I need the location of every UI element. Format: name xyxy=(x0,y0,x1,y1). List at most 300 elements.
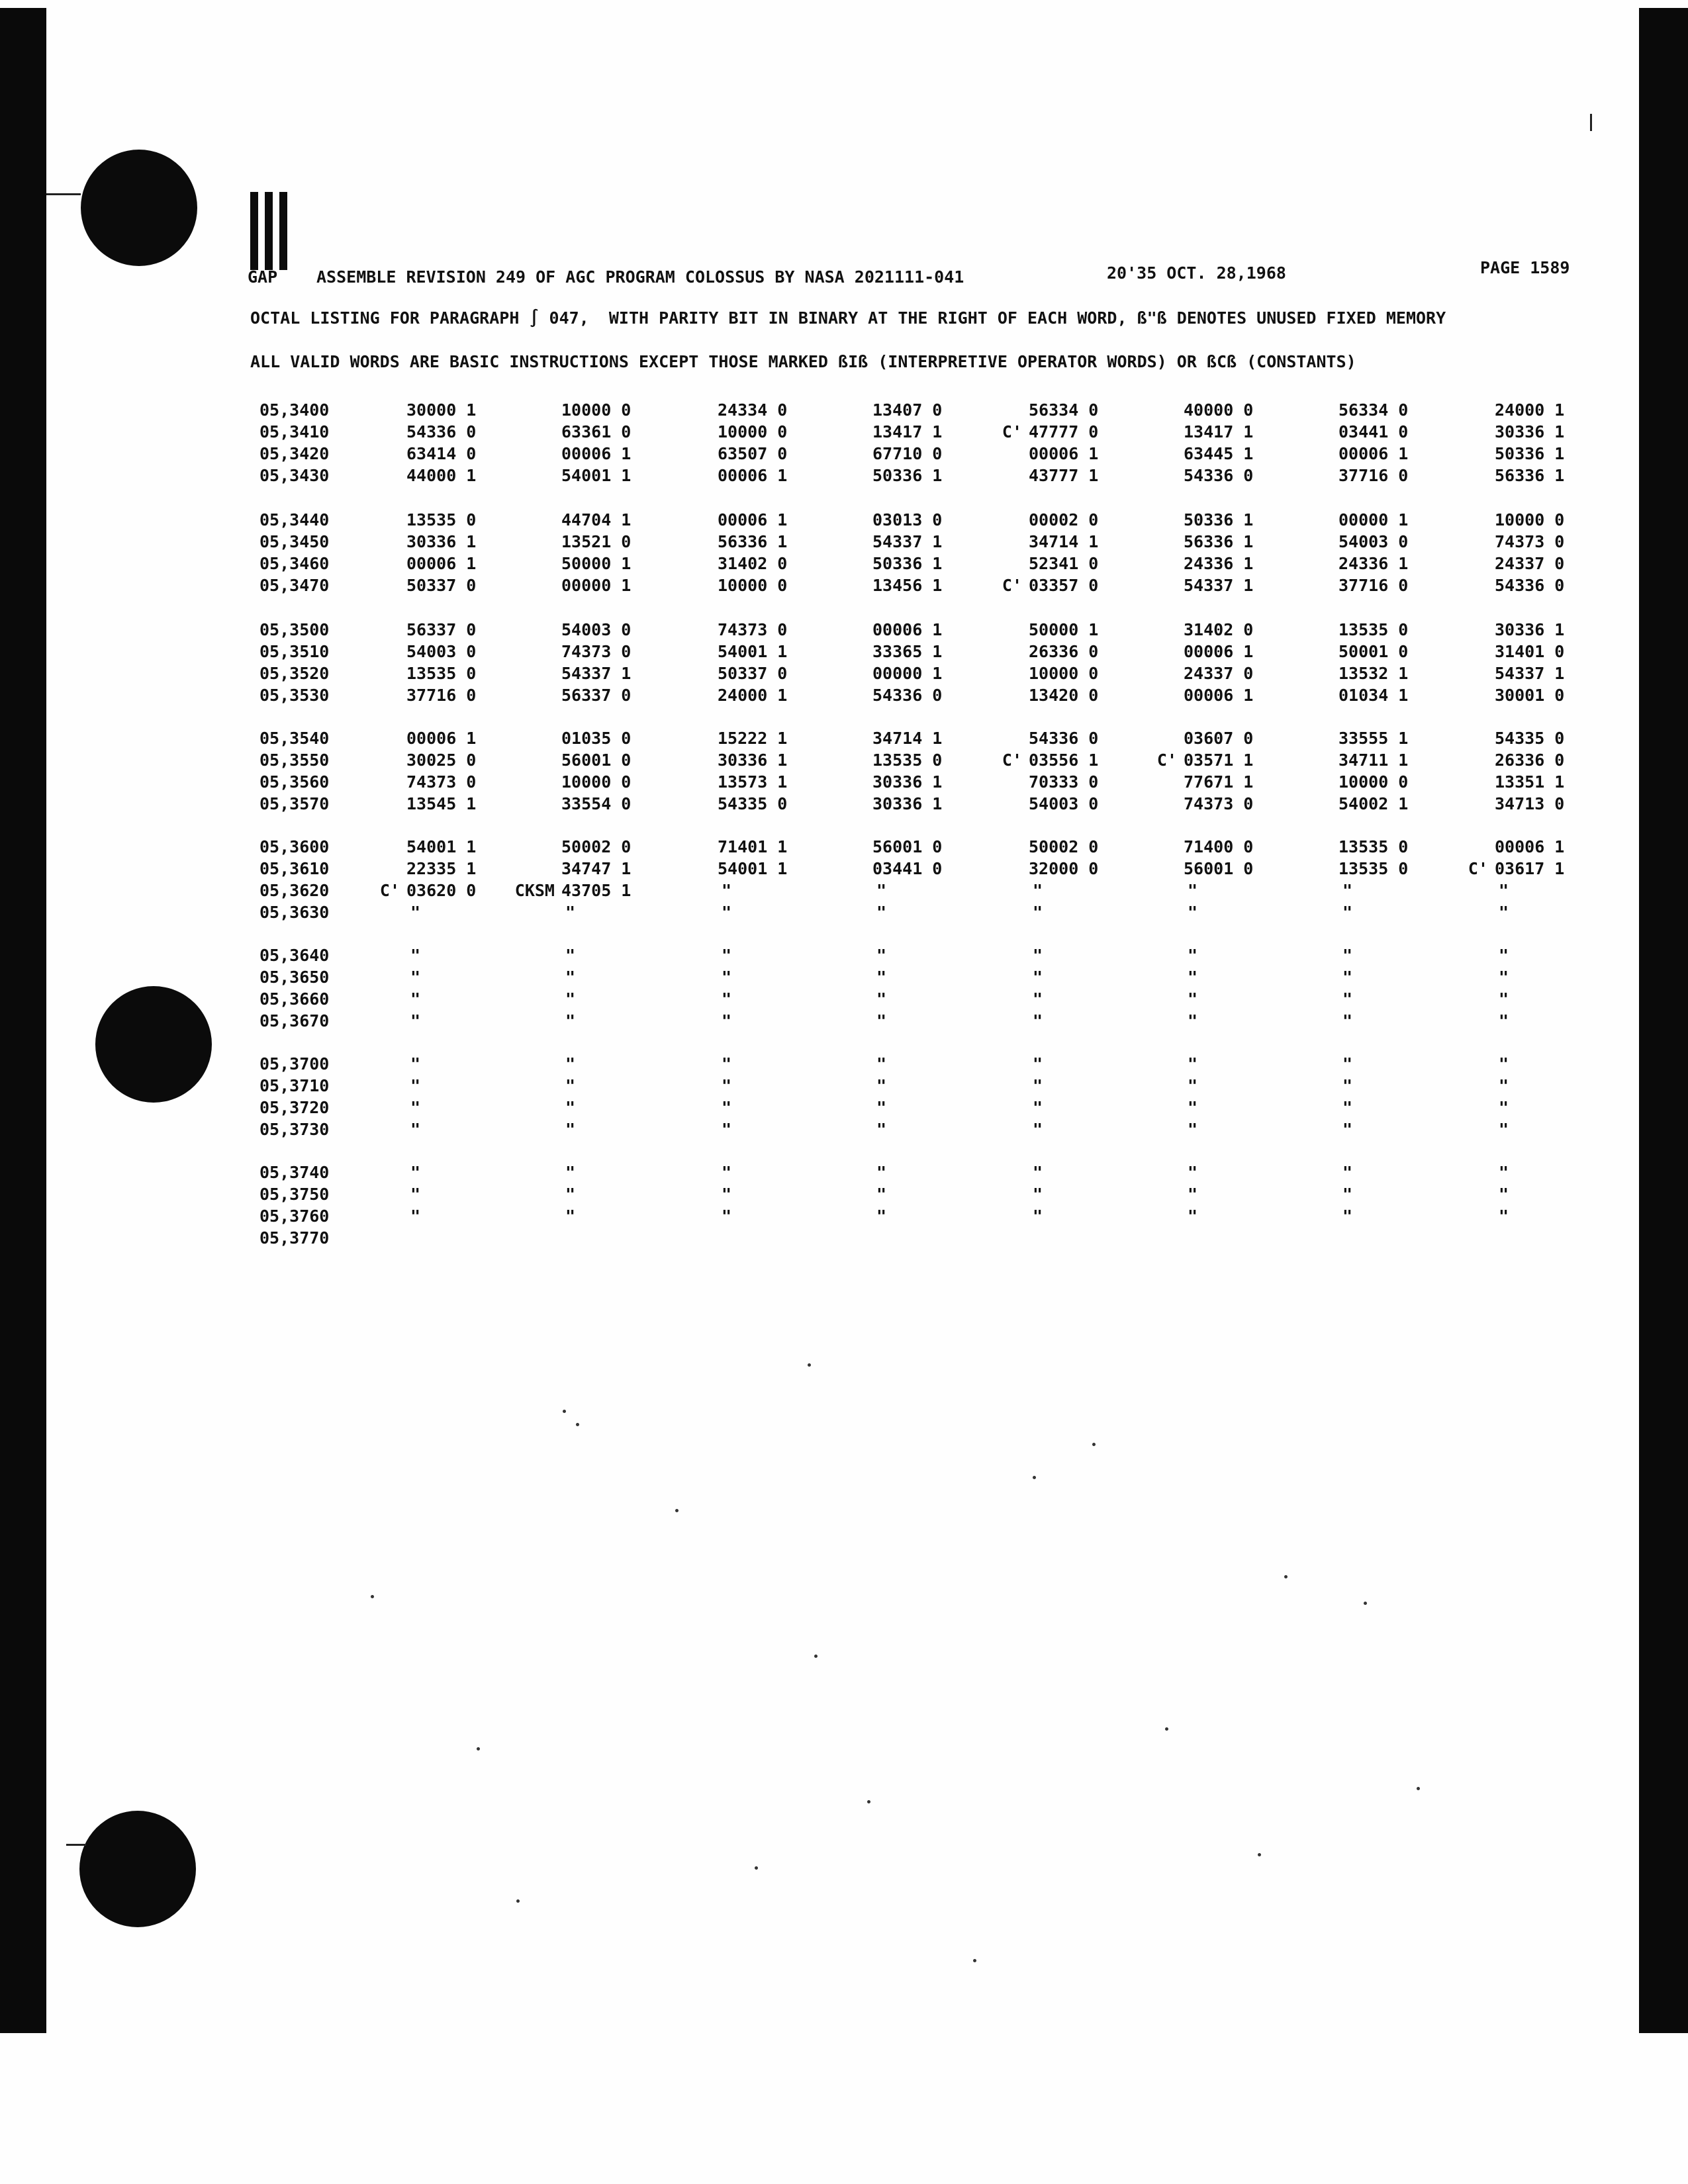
octal-word: 31401 0 xyxy=(1495,642,1565,661)
octal-word: 00002 0 xyxy=(1029,510,1099,529)
unused-word-ditto: " xyxy=(1499,1120,1509,1139)
unused-word-ditto: " xyxy=(410,1206,421,1226)
octal-word: 54337 1 xyxy=(1495,664,1565,683)
octal-word: 30336 1 xyxy=(1495,620,1565,639)
unused-word-ditto: " xyxy=(722,903,732,922)
octal-word: 74373 0 xyxy=(1184,794,1254,813)
word-marker: C' xyxy=(379,881,400,900)
octal-word: 74373 0 xyxy=(406,772,477,792)
unused-word-ditto: " xyxy=(1033,1011,1043,1030)
unused-word-ditto: " xyxy=(565,946,576,965)
unused-word-ditto: " xyxy=(1499,1076,1509,1095)
octal-word: 30025 0 xyxy=(406,751,477,770)
octal-word: 50001 0 xyxy=(1338,642,1409,661)
octal-word: 37716 0 xyxy=(406,686,477,705)
word-marker: C' xyxy=(1002,751,1022,770)
unused-word-ditto: " xyxy=(1499,881,1509,900)
unused-word-ditto: " xyxy=(1499,946,1509,965)
octal-word: 13521 0 xyxy=(561,532,632,551)
unused-word-ditto: " xyxy=(722,1098,732,1117)
octal-word: 24336 1 xyxy=(1184,554,1254,573)
octal-word: 63361 0 xyxy=(561,422,632,441)
unused-word-ditto: " xyxy=(1188,1098,1198,1117)
octal-word: 13417 1 xyxy=(1184,422,1254,441)
row-address: 05,3430 xyxy=(259,466,330,485)
unused-word-ditto: " xyxy=(876,968,887,987)
unused-word-ditto: " xyxy=(1188,1185,1198,1204)
row-address: 05,3650 xyxy=(259,968,330,987)
octal-word: 03441 0 xyxy=(1338,422,1409,441)
unused-word-ditto: " xyxy=(1342,1098,1353,1117)
unused-word-ditto: " xyxy=(1342,946,1353,965)
octal-word: 47777 0 xyxy=(1029,422,1099,441)
octal-word: 43705 1 xyxy=(561,881,632,900)
octal-word: 00006 1 xyxy=(718,510,788,529)
unused-word-ditto: " xyxy=(876,1054,887,1073)
unused-word-ditto: " xyxy=(876,989,887,1009)
unused-word-ditto: " xyxy=(1188,1120,1198,1139)
octal-word: 63445 1 xyxy=(1184,444,1254,463)
octal-word: 00006 1 xyxy=(872,620,943,639)
octal-word: 03571 1 xyxy=(1184,751,1254,770)
unused-word-ditto: " xyxy=(722,989,732,1009)
row-address: 05,3560 xyxy=(259,772,330,792)
row-address: 05,3760 xyxy=(259,1206,330,1226)
octal-word: 30000 1 xyxy=(406,400,477,420)
octal-word: 01034 1 xyxy=(1338,686,1409,705)
unused-word-ditto: " xyxy=(565,1054,576,1073)
unused-word-ditto: " xyxy=(1188,968,1198,987)
octal-word: 54337 1 xyxy=(561,664,632,683)
scan-speck xyxy=(808,1363,811,1367)
unused-word-ditto: " xyxy=(410,1163,421,1182)
octal-word: 50000 1 xyxy=(561,554,632,573)
unused-word-ditto: " xyxy=(1033,1163,1043,1182)
row-address: 05,3470 xyxy=(259,576,330,595)
octal-word: 13420 0 xyxy=(1029,686,1099,705)
word-marker: C' xyxy=(1002,422,1022,441)
octal-word: 54336 0 xyxy=(872,686,943,705)
octal-word: 54003 0 xyxy=(1338,532,1409,551)
unused-word-ditto: " xyxy=(410,1098,421,1117)
octal-word: 40000 0 xyxy=(1184,400,1254,420)
unused-word-ditto: " xyxy=(1188,1011,1198,1030)
unused-word-ditto: " xyxy=(410,903,421,922)
octal-word: 54003 0 xyxy=(406,642,477,661)
row-address: 05,3450 xyxy=(259,532,330,551)
unused-word-ditto: " xyxy=(1499,968,1509,987)
unused-word-ditto: " xyxy=(565,1185,576,1204)
octal-word: 13351 1 xyxy=(1495,772,1565,792)
octal-word: 13535 0 xyxy=(406,664,477,683)
unused-word-ditto: " xyxy=(1342,1185,1353,1204)
unused-word-ditto: " xyxy=(410,989,421,1009)
unused-word-ditto: " xyxy=(722,968,732,987)
octal-word: 30336 1 xyxy=(406,532,477,551)
unused-word-ditto: " xyxy=(1033,1185,1043,1204)
octal-word: 54336 0 xyxy=(1495,576,1565,595)
octal-word: 00006 1 xyxy=(561,444,632,463)
octal-word: 63507 0 xyxy=(718,444,788,463)
unused-word-ditto: " xyxy=(1499,1206,1509,1226)
octal-word: 50002 0 xyxy=(1029,837,1099,856)
row-address: 05,3610 xyxy=(259,859,330,878)
row-address: 05,3400 xyxy=(259,400,330,420)
scan-mark xyxy=(66,1844,86,1846)
unused-word-ditto: " xyxy=(1342,1076,1353,1095)
scan-speck xyxy=(1417,1787,1420,1790)
octal-word: 00000 1 xyxy=(561,576,632,595)
unused-word-ditto: " xyxy=(1499,989,1509,1009)
unused-word-ditto: " xyxy=(1033,903,1043,922)
octal-word: 54337 1 xyxy=(872,532,943,551)
octal-word: 10000 0 xyxy=(718,576,788,595)
unused-word-ditto: " xyxy=(722,1076,732,1095)
unused-word-ditto: " xyxy=(876,1163,887,1182)
row-address: 05,3670 xyxy=(259,1011,330,1030)
scan-speck xyxy=(516,1899,520,1903)
octal-word: 03441 0 xyxy=(872,859,943,878)
octal-word: 13532 1 xyxy=(1338,664,1409,683)
printer-alignment-bars xyxy=(250,192,294,270)
row-address: 05,3720 xyxy=(259,1098,330,1117)
row-address: 05,3570 xyxy=(259,794,330,813)
header-description: OCTAL LISTING FOR PARAGRAPH ∫ 047, WITH PARITY BIT IN BINARY AT THE RIGHT OF EACH WORD, ß"ß DENOTES UNUSED FIXED MEMORY xyxy=(250,308,1446,328)
row-address: 05,3440 xyxy=(259,510,330,529)
header-title: ASSEMBLE REVISION 249 OF AGC PROGRAM COLOSSUS BY NASA 2021111-041 xyxy=(316,267,964,287)
octal-word: 54002 1 xyxy=(1338,794,1409,813)
word-marker: CKSM xyxy=(514,881,555,900)
octal-word: 10000 0 xyxy=(561,772,632,792)
octal-word: 34713 0 xyxy=(1495,794,1565,813)
octal-word: 26336 0 xyxy=(1029,642,1099,661)
scan-speck xyxy=(973,1959,976,1962)
octal-word: 56336 1 xyxy=(718,532,788,551)
octal-word: 00006 1 xyxy=(1495,837,1565,856)
octal-word: 74373 0 xyxy=(718,620,788,639)
octal-word: 37716 0 xyxy=(1338,576,1409,595)
unused-word-ditto: " xyxy=(1033,1098,1043,1117)
octal-word: 00006 1 xyxy=(718,466,788,485)
word-marker: C' xyxy=(1468,859,1488,878)
unused-word-ditto: " xyxy=(410,968,421,987)
scan-speck xyxy=(371,1595,374,1598)
unused-word-ditto: " xyxy=(1188,989,1198,1009)
octal-word: 54001 1 xyxy=(718,642,788,661)
unused-word-ditto: " xyxy=(1499,903,1509,922)
unused-word-ditto: " xyxy=(1188,1076,1198,1095)
octal-word: 13573 1 xyxy=(718,772,788,792)
scan-speck xyxy=(1284,1575,1288,1578)
octal-word: 44000 1 xyxy=(406,466,477,485)
octal-word: 00006 1 xyxy=(1184,686,1254,705)
octal-word: 34711 1 xyxy=(1338,751,1409,770)
octal-word: 54336 0 xyxy=(1029,729,1099,748)
octal-word: 03607 0 xyxy=(1184,729,1254,748)
octal-word: 32000 0 xyxy=(1029,859,1099,878)
unused-word-ditto: " xyxy=(722,1011,732,1030)
row-address: 05,3410 xyxy=(259,422,330,441)
unused-word-ditto: " xyxy=(1499,1098,1509,1117)
scan-speck xyxy=(675,1509,679,1512)
octal-word: 13545 1 xyxy=(406,794,477,813)
octal-word: 24000 1 xyxy=(1495,400,1565,420)
octal-word: 71401 1 xyxy=(718,837,788,856)
octal-word: 44704 1 xyxy=(561,510,632,529)
unused-word-ditto: " xyxy=(1033,1206,1043,1226)
octal-word: 74373 0 xyxy=(561,642,632,661)
unused-word-ditto: " xyxy=(410,1120,421,1139)
octal-word: 56336 1 xyxy=(1495,466,1565,485)
octal-word: 54003 0 xyxy=(1029,794,1099,813)
octal-word: 54336 0 xyxy=(1184,466,1254,485)
octal-word: 10000 0 xyxy=(1029,664,1099,683)
unused-word-ditto: " xyxy=(565,989,576,1009)
octal-word: 03620 0 xyxy=(406,881,477,900)
word-marker: C' xyxy=(1156,751,1177,770)
octal-word: 63414 0 xyxy=(406,444,477,463)
row-address: 05,3520 xyxy=(259,664,330,683)
octal-word: 13417 1 xyxy=(872,422,943,441)
header-page-number: PAGE 1589 xyxy=(1480,258,1570,277)
octal-word: 56334 0 xyxy=(1338,400,1409,420)
octal-word: 30001 0 xyxy=(1495,686,1565,705)
octal-word: 30336 1 xyxy=(718,751,788,770)
unused-word-ditto: " xyxy=(1342,881,1353,900)
octal-word: 00006 1 xyxy=(1338,444,1409,463)
octal-word: 67710 0 xyxy=(872,444,943,463)
unused-word-ditto: " xyxy=(1033,1076,1043,1095)
row-address: 05,3630 xyxy=(259,903,330,922)
octal-word: 00000 1 xyxy=(1338,510,1409,529)
scan-speck xyxy=(477,1747,480,1751)
unused-word-ditto: " xyxy=(722,1163,732,1182)
octal-word: 13535 0 xyxy=(406,510,477,529)
octal-word: 13456 1 xyxy=(872,576,943,595)
octal-word: 34714 1 xyxy=(1029,532,1099,551)
unused-word-ditto: " xyxy=(722,946,732,965)
octal-word: 37716 0 xyxy=(1338,466,1409,485)
octal-word: 50337 0 xyxy=(718,664,788,683)
unused-word-ditto: " xyxy=(1188,1206,1198,1226)
octal-word: 50336 1 xyxy=(1495,444,1565,463)
scan-speck xyxy=(1092,1443,1096,1446)
octal-word: 56334 0 xyxy=(1029,400,1099,420)
scan-speck xyxy=(1165,1727,1168,1731)
scan-mark xyxy=(46,193,81,195)
octal-word: 54003 0 xyxy=(561,620,632,639)
unused-word-ditto: " xyxy=(722,1054,732,1073)
unused-word-ditto: " xyxy=(1499,1163,1509,1182)
unused-word-ditto: " xyxy=(1033,881,1043,900)
unused-word-ditto: " xyxy=(410,1185,421,1204)
row-address: 05,3550 xyxy=(259,751,330,770)
octal-word: 10000 0 xyxy=(561,400,632,420)
scan-speck xyxy=(867,1800,870,1803)
header-prefix: GAP xyxy=(248,267,278,287)
unused-word-ditto: " xyxy=(1499,1054,1509,1073)
octal-word: 34747 1 xyxy=(561,859,632,878)
octal-word: 03556 1 xyxy=(1029,751,1099,770)
octal-word: 74373 0 xyxy=(1495,532,1565,551)
unused-word-ditto: " xyxy=(565,1163,576,1182)
octal-word: 00000 1 xyxy=(872,664,943,683)
unused-word-ditto: " xyxy=(1499,1185,1509,1204)
row-address: 05,3640 xyxy=(259,946,330,965)
scan-speck xyxy=(1258,1853,1261,1856)
unused-word-ditto: " xyxy=(1188,881,1198,900)
unused-word-ditto: " xyxy=(876,1120,887,1139)
unused-word-ditto: " xyxy=(565,968,576,987)
octal-word: 13535 0 xyxy=(872,751,943,770)
unused-word-ditto: " xyxy=(1342,1011,1353,1030)
unused-word-ditto: " xyxy=(565,1011,576,1030)
punch-hole xyxy=(95,986,212,1103)
octal-word: 54001 1 xyxy=(561,466,632,485)
unused-word-ditto: " xyxy=(876,1076,887,1095)
row-address: 05,3770 xyxy=(259,1228,330,1248)
octal-word: 50336 1 xyxy=(872,466,943,485)
octal-word: 24336 1 xyxy=(1338,554,1409,573)
octal-word: 31402 0 xyxy=(718,554,788,573)
octal-word: 70333 0 xyxy=(1029,772,1099,792)
octal-word: 00006 1 xyxy=(1029,444,1099,463)
octal-word: 15222 1 xyxy=(718,729,788,748)
octal-word: 13535 0 xyxy=(1338,620,1409,639)
octal-word: 03013 0 xyxy=(872,510,943,529)
octal-word: 01035 0 xyxy=(561,729,632,748)
octal-word: 54001 1 xyxy=(406,837,477,856)
octal-word: 50336 1 xyxy=(1184,510,1254,529)
unused-word-ditto: " xyxy=(876,903,887,922)
octal-word: 34714 1 xyxy=(872,729,943,748)
unused-word-ditto: " xyxy=(410,946,421,965)
octal-word: 10000 0 xyxy=(1495,510,1565,529)
unused-word-ditto: " xyxy=(1033,1054,1043,1073)
octal-word: 03617 1 xyxy=(1495,859,1565,878)
octal-word: 56001 0 xyxy=(561,751,632,770)
octal-word: 54335 0 xyxy=(718,794,788,813)
unused-word-ditto: " xyxy=(565,1076,576,1095)
unused-word-ditto: " xyxy=(722,881,732,900)
unused-word-ditto: " xyxy=(410,1054,421,1073)
unused-word-ditto: " xyxy=(1342,989,1353,1009)
unused-word-ditto: " xyxy=(1342,1163,1353,1182)
scan-speck xyxy=(563,1410,566,1413)
octal-word: 22335 1 xyxy=(406,859,477,878)
octal-word: 24337 0 xyxy=(1495,554,1565,573)
unused-word-ditto: " xyxy=(876,1098,887,1117)
octal-word: 54336 0 xyxy=(406,422,477,441)
word-marker: C' xyxy=(1002,576,1022,595)
unused-word-ditto: " xyxy=(1188,946,1198,965)
octal-word: 50002 0 xyxy=(561,837,632,856)
scan-speck xyxy=(814,1655,818,1658)
unused-word-ditto: " xyxy=(1342,1206,1353,1226)
scan-speck xyxy=(576,1423,579,1426)
octal-word: 13535 0 xyxy=(1338,859,1409,878)
row-address: 05,3500 xyxy=(259,620,330,639)
octal-word: 30336 1 xyxy=(872,772,943,792)
unused-word-ditto: " xyxy=(1499,1011,1509,1030)
row-address: 05,3700 xyxy=(259,1054,330,1073)
octal-word: 56337 0 xyxy=(561,686,632,705)
octal-word: 24337 0 xyxy=(1184,664,1254,683)
octal-word: 77671 1 xyxy=(1184,772,1254,792)
octal-word: 56001 0 xyxy=(872,837,943,856)
octal-word: 30336 1 xyxy=(872,794,943,813)
octal-word: 50336 1 xyxy=(872,554,943,573)
punch-hole xyxy=(81,150,197,266)
row-address: 05,3710 xyxy=(259,1076,330,1095)
scan-speck xyxy=(1033,1476,1036,1479)
octal-word: 50337 0 xyxy=(406,576,477,595)
octal-word: 00006 1 xyxy=(406,729,477,748)
octal-word: 24000 1 xyxy=(718,686,788,705)
row-address: 05,3420 xyxy=(259,444,330,463)
unused-word-ditto: " xyxy=(1033,1120,1043,1139)
octal-word: 54337 1 xyxy=(1184,576,1254,595)
octal-word: 56336 1 xyxy=(1184,532,1254,551)
octal-word: 52341 0 xyxy=(1029,554,1099,573)
unused-word-ditto: " xyxy=(1342,1054,1353,1073)
unused-word-ditto: " xyxy=(565,903,576,922)
unused-word-ditto: " xyxy=(1033,968,1043,987)
unused-word-ditto: " xyxy=(1033,989,1043,1009)
row-address: 05,3730 xyxy=(259,1120,330,1139)
unused-word-ditto: " xyxy=(876,1011,887,1030)
unused-word-ditto: " xyxy=(410,1076,421,1095)
unused-word-ditto: " xyxy=(565,1206,576,1226)
unused-word-ditto: " xyxy=(1188,1163,1198,1182)
octal-word: 10000 0 xyxy=(1338,772,1409,792)
row-address: 05,3660 xyxy=(259,989,330,1009)
octal-word: 10000 0 xyxy=(718,422,788,441)
row-address: 05,3540 xyxy=(259,729,330,748)
unused-word-ditto: " xyxy=(722,1185,732,1204)
octal-word: 00006 1 xyxy=(1184,642,1254,661)
octal-word: 33365 1 xyxy=(872,642,943,661)
unused-word-ditto: " xyxy=(1342,1120,1353,1139)
scan-edge-right xyxy=(1639,8,1688,2033)
unused-word-ditto: " xyxy=(565,1098,576,1117)
unused-word-ditto: " xyxy=(1342,903,1353,922)
unused-word-ditto: " xyxy=(1188,903,1198,922)
unused-word-ditto: " xyxy=(876,1206,887,1226)
octal-word: 31402 0 xyxy=(1184,620,1254,639)
row-address: 05,3750 xyxy=(259,1185,330,1204)
unused-word-ditto: " xyxy=(1033,946,1043,965)
octal-word: 00006 1 xyxy=(406,554,477,573)
octal-word: 26336 0 xyxy=(1495,751,1565,770)
row-address: 05,3600 xyxy=(259,837,330,856)
octal-word: 56337 0 xyxy=(406,620,477,639)
unused-word-ditto: " xyxy=(876,1185,887,1204)
unused-word-ditto: " xyxy=(722,1206,732,1226)
octal-word: 13535 0 xyxy=(1338,837,1409,856)
octal-word: 54335 0 xyxy=(1495,729,1565,748)
unused-word-ditto: " xyxy=(722,1120,732,1139)
octal-word: 33555 1 xyxy=(1338,729,1409,748)
scan-speck xyxy=(1364,1602,1367,1605)
octal-word: 43777 1 xyxy=(1029,466,1099,485)
row-address: 05,3460 xyxy=(259,554,330,573)
octal-word: 71400 0 xyxy=(1184,837,1254,856)
unused-word-ditto: " xyxy=(1342,968,1353,987)
row-address: 05,3530 xyxy=(259,686,330,705)
header-legend: ALL VALID WORDS ARE BASIC INSTRUCTIONS EXCEPT THOSE MARKED ßIß (INTERPRETIVE OPERATOR WORDS) OR ßCß (CONSTANTS) xyxy=(250,352,1356,371)
row-address: 05,3620 xyxy=(259,881,330,900)
